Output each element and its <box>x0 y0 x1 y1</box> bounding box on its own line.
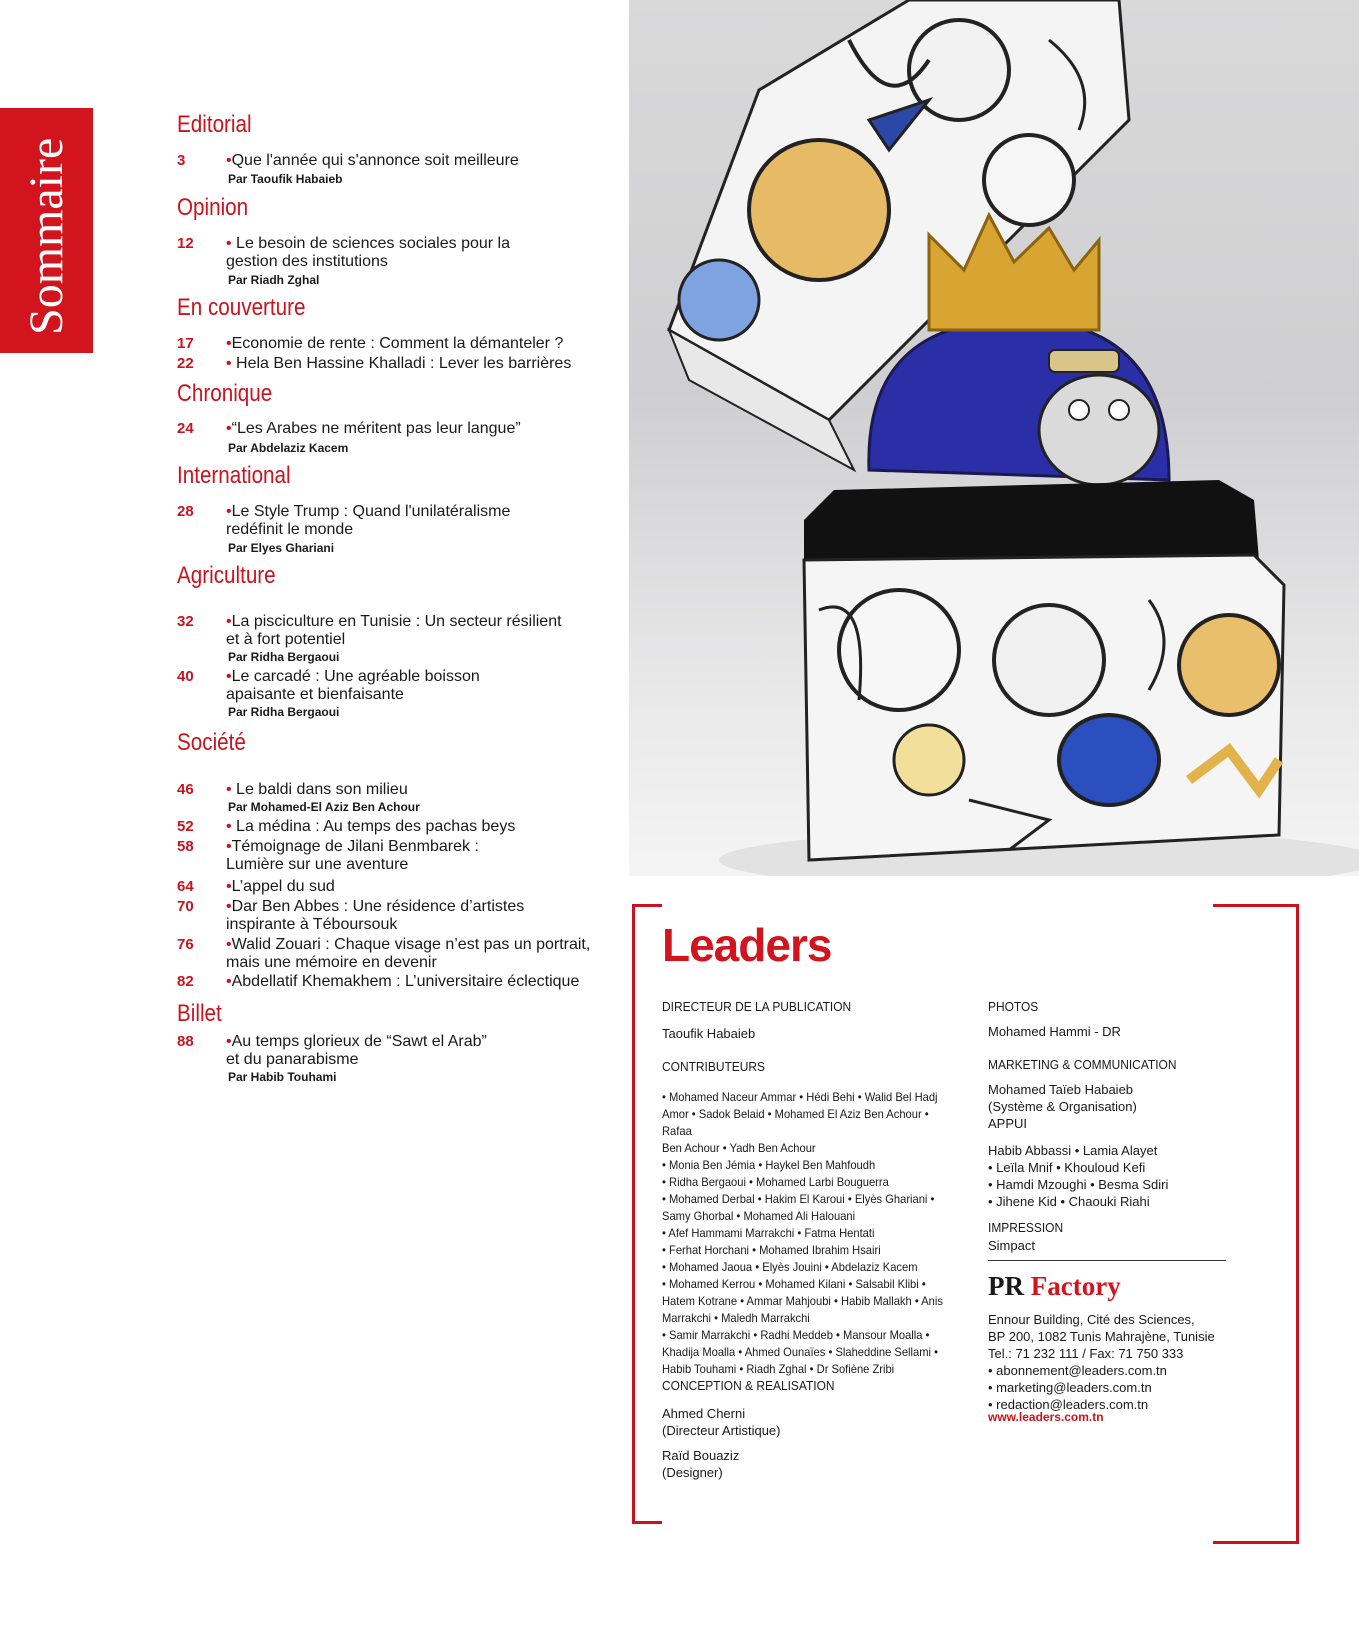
page-number: 40 <box>177 668 194 685</box>
entry-author: Par Abdelaziz Kacem <box>228 441 349 455</box>
pr-factory-logo <box>988 1271 1121 1302</box>
page-number: 76 <box>177 936 194 953</box>
entry-author: Par Ridha Bergaoui <box>228 650 340 664</box>
email-line[interactable]: • abonnement@leaders.com.tn <box>988 1363 1167 1378</box>
divider <box>988 1260 1226 1261</box>
marketing-credit <box>988 1081 1137 1132</box>
pr-factory-factory: Factory <box>1030 1271 1121 1301</box>
page-number: 52 <box>177 818 194 835</box>
contributor-line: Marrakchi • Maledh Marrakchi <box>662 1311 810 1325</box>
credit-line: APPUI <box>988 1116 1028 1131</box>
contributor-line: • Samir Marrakchi • Radhi Meddeb • Mansour Moalla • <box>662 1328 930 1342</box>
credit-line: (Système & Organisation) <box>988 1099 1137 1114</box>
label-photos: PHOTOS <box>988 999 1039 1014</box>
credit-line: Ahmed Cherni <box>662 1406 746 1421</box>
page-number: 32 <box>177 613 194 630</box>
entry-title: Hela Ben Hassine Khalladi : Lever les barrières <box>236 355 572 372</box>
entry-title: “Les Arabes ne méritent pas leur langue” <box>231 420 521 437</box>
page-number: 46 <box>177 781 194 798</box>
credit-line: Habib Abbassi • Lamia Alayet <box>988 1143 1158 1158</box>
entry-title: Walid Zouari : Chaque visage n’est pas un portrait, mais une mémoire en devenir <box>226 936 591 971</box>
entry-title: Au temps glorieux de “Sawt el Arab” et du panarabisme <box>226 1033 487 1068</box>
entry-title: L’appel du sud <box>231 878 335 895</box>
entry-author: Par Elyes Ghariani <box>228 541 335 555</box>
contributor-line: • Monia Ben Jémia • Haykel Ben Mahfoudh <box>662 1158 876 1172</box>
contributor-line: Hatem Kotrane • Ammar Mahjoubi • Habib Mallakh • Anis <box>662 1294 943 1308</box>
entry-title: Que l'année qui s'annonce soit meilleure <box>231 152 519 169</box>
bracket-right-bottom <box>1213 1541 1299 1544</box>
credit-line: • Leïla Mnif • Khouloud Kefi <box>988 1160 1146 1175</box>
section-heading-societe: Société <box>177 729 246 756</box>
entry-title: Le Style Trump : Quand l'unilatéralisme redéfinit le monde <box>226 503 511 538</box>
credit-line: • Jihene Kid • Chaouki Riahi <box>988 1194 1150 1209</box>
page-number: 70 <box>177 898 194 915</box>
page-number: 12 <box>177 235 194 252</box>
email-line[interactable]: • marketing@leaders.com.tn <box>988 1380 1152 1395</box>
publisher-address <box>988 1311 1215 1413</box>
entry-subtitle: Lumière sur une aventure <box>226 856 409 873</box>
entry-author: Par Habib Touhami <box>228 1070 337 1084</box>
photos-credit: Mohamed Hammi - DR <box>988 1024 1121 1039</box>
leaders-logo: Leaders <box>662 919 832 971</box>
credit-line: • Hamdi Mzoughi • Besma Sdiri <box>988 1177 1169 1192</box>
page-number: 64 <box>177 878 194 895</box>
entry-title: Le carcadé : Une agréable boisson apaisante et bienfaisante <box>226 668 480 703</box>
credit-line: Mohamed Taïeb Habaieb <box>988 1082 1134 1097</box>
credit-line: (Designer) <box>662 1465 723 1480</box>
entry-author: Par Ridha Bergaoui <box>228 705 340 719</box>
address-line: BP 200, 1082 Tunis Mahrajène, Tunisie <box>988 1329 1215 1344</box>
section-heading-agriculture: Agriculture <box>177 562 276 589</box>
appui-list <box>988 1142 1168 1210</box>
entry-title: La médina : Au temps des pachas beys <box>236 818 516 835</box>
page-number: 22 <box>177 355 194 372</box>
contributor-line: • Ferhat Horchani • Mohamed Ibrahim Hsairi <box>662 1243 881 1257</box>
contributor-line: Samy Ghorbal • Mohamed Ali Halouani <box>662 1209 856 1223</box>
bracket-right <box>1296 904 1299 1544</box>
label-impression: IMPRESSION <box>988 1220 1064 1235</box>
conception-credit <box>662 1405 780 1439</box>
address-line: Ennour Building, Cité des Sciences, <box>988 1312 1195 1327</box>
credit-line: (Directeur Artistique) <box>662 1423 781 1438</box>
section-heading-editorial: Editorial <box>177 111 252 138</box>
website-link[interactable]: www.leaders.com.tn <box>988 1410 1104 1424</box>
contributor-line: Khadija Moalla • Ahmed Ounaïes • Slaheddine Sellami • <box>662 1345 939 1359</box>
entry-title: Le baldi dans son milieu <box>236 781 408 798</box>
entry-title: Economie de rente : Comment la démanteler ? <box>231 335 564 352</box>
contributor-line: • Ridha Bergaoui • Mohamed Larbi Bouguerra <box>662 1175 889 1189</box>
bracket-left <box>632 904 635 1524</box>
entry-title: Témoignage de Jilani Benmbarek : <box>231 838 479 855</box>
contributor-line: Ben Achour • Yadh Ben Achour <box>662 1141 816 1155</box>
entry-author: Par Riadh Zghal <box>228 273 320 287</box>
section-heading-en-couverture: En couverture <box>177 294 306 321</box>
entry-title: Le besoin de sciences sociales pour la gestion des institutions <box>226 235 510 270</box>
page-number: 3 <box>177 152 186 169</box>
impression-name: Simpact <box>988 1238 1035 1253</box>
contributor-line: • Mohamed Jaoua • Elyès Jouini • Abdelaziz Kacem <box>662 1260 918 1274</box>
credit-line: Raïd Bouaziz <box>662 1448 740 1463</box>
section-heading-international: International <box>177 462 291 489</box>
page-number: 88 <box>177 1033 194 1050</box>
designer-credit <box>662 1447 739 1481</box>
contributor-line: • Mohamed Derbal • Hakim El Karoui • Elyès Ghariani • <box>662 1192 935 1206</box>
entry-title: Dar Ben Abbes : Une résidence d’artistes inspirante à Téboursouk <box>226 898 525 933</box>
address-line: Tel.: 71 232 111 / Fax: 71 750 333 <box>988 1346 1184 1361</box>
contributor-line: Amor • Sadok Belaid • Mohamed El Aziz Ben Achour • Rafaa <box>662 1107 929 1138</box>
bracket-left-bottom <box>632 1521 662 1524</box>
sommaire-label: Sommaire <box>20 137 73 335</box>
contributor-line: • Mohamed Kerrou • Mohamed Kilani • Salsabil Klibi • <box>662 1277 926 1291</box>
section-heading-opinion: Opinion <box>177 194 249 221</box>
page-number: 28 <box>177 503 194 520</box>
section-heading-billet: Billet <box>177 1000 222 1027</box>
label-directeur: DIRECTEUR DE LA PUBLICATION <box>662 999 852 1014</box>
label-marketing: MARKETING & COMMUNICATION <box>988 1057 1177 1072</box>
contributor-line: Habib Touhami • Riadh Zghal • Dr Sofiène Zribi <box>662 1362 895 1376</box>
directeur-name: Taoufik Habaieb <box>662 1026 756 1041</box>
contributeurs-list <box>662 1089 958 1378</box>
page-number: 82 <box>177 973 194 990</box>
entry-author: Par Mohamed-El Aziz Ben Achour <box>228 800 420 814</box>
page-number: 17 <box>177 335 194 352</box>
label-contributeurs: CONTRIBUTEURS <box>662 1059 765 1074</box>
page-number: 58 <box>177 838 194 855</box>
decorated-box-illustration <box>629 0 1359 876</box>
entry-title: La pisciculture en Tunisie : Un secteur résilient et à fort potentiel <box>226 613 562 648</box>
entry-author: Par Taoufik Habaieb <box>228 172 343 186</box>
bracket-left-top <box>632 904 662 907</box>
cover-photo <box>629 0 1359 876</box>
bracket-right-top <box>1213 904 1299 907</box>
contributor-line: • Afef Hammami Marrakchi • Fatma Hentati <box>662 1226 875 1240</box>
entry-title: Abdellatif Khemakhem : L’universitaire éclectique <box>231 973 580 990</box>
label-conception: CONCEPTION & REALISATION <box>662 1378 835 1393</box>
contributor-line: • Mohamed Naceur Ammar • Hédi Behi • Walid Bel Hadj <box>662 1090 938 1104</box>
pr-factory-pr: PR <box>988 1271 1024 1301</box>
email-line[interactable]: • redaction@leaders.com.tn <box>988 1397 1149 1412</box>
page-number: 24 <box>177 420 194 437</box>
section-heading-chronique: Chronique <box>177 380 273 407</box>
